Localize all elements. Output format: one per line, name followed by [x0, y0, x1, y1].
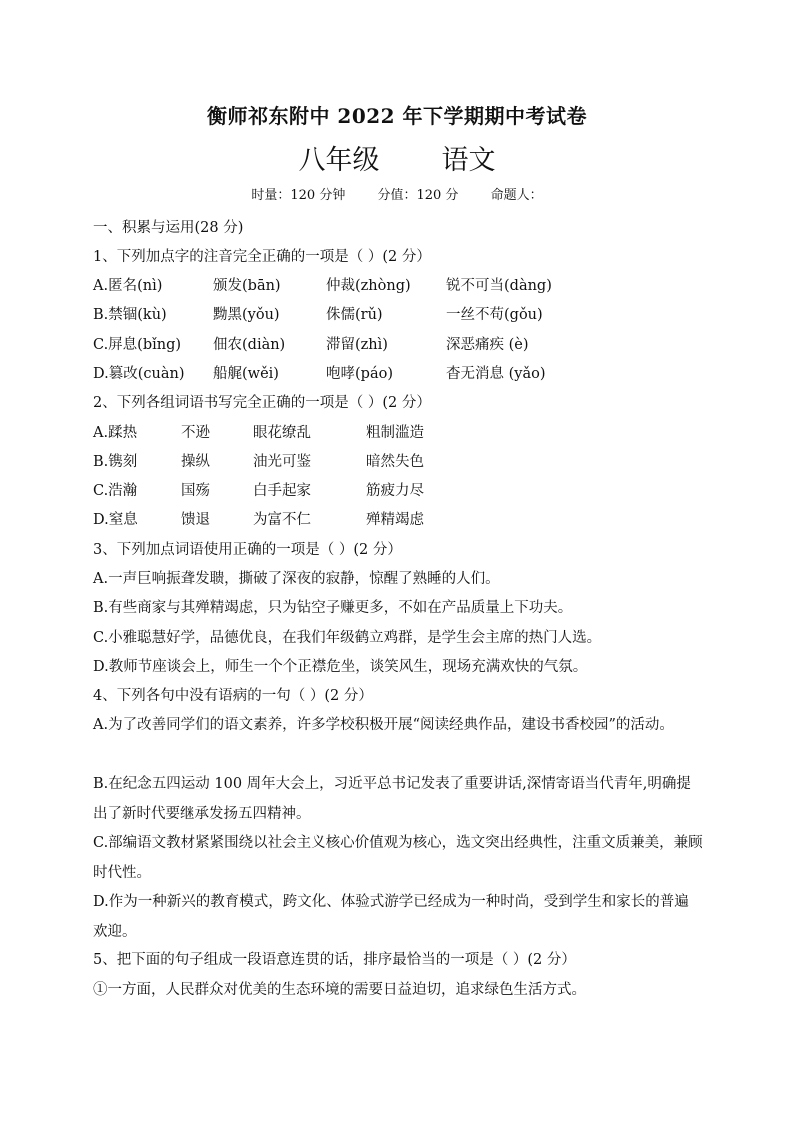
q3-option-a: A.一声巨响振聋发聩，撕破了深夜的寂静，惊醒了熟睡的人们。	[93, 571, 500, 587]
q1-a-3: 仲裁(zhòng)	[326, 278, 411, 294]
q1-d-3: 咆哮(páo)	[326, 366, 393, 382]
q1-b-3: 侏儒(rǔ)	[326, 307, 383, 323]
grade-label: 八年级	[298, 145, 380, 176]
exam-title: 衡师祁东附中 2022 年下学期期中考试卷	[206, 104, 588, 128]
q4-option-a: A.为了改善同学们的语文素养，许多学校积极开展“阅读经典作品，建设书香校园”的活动。	[93, 717, 674, 733]
q4-option-c: C.部编语文教材紧紧围绕以社会主义核心价值观为核心，选文突出经典性，注重文质兼美，兼顾时代性。	[93, 835, 703, 881]
time-limit: 时量：120 分钟	[251, 188, 346, 203]
q3-option-d: D.教师节座谈会上，师生一个个正襟危坐，谈笑风生，现场充满欢快的气氛。	[93, 659, 588, 675]
q1-c-3: 滞留(zhì)	[326, 337, 388, 353]
q4-stem: 4、下列各句中没有语病的一句（ ）(2 分）	[93, 688, 373, 704]
q3-option-b: B.有些商家与其殚精竭虑，只为钻空子赚更多，不如在产品质量上下功夫。	[93, 600, 573, 616]
exam-subtitle	[0, 138, 794, 177]
q1-a-2: 颁发(bān)	[213, 278, 281, 294]
q1-c-4: 深恶痛疾 (è)	[446, 337, 529, 353]
q3-stem: 3、下列加点词语使用正确的一项是（ ）(2 分）	[93, 542, 402, 558]
q1-d-2: 船艉(wěi)	[213, 366, 279, 382]
q2-d-4: 殚精竭虑	[366, 512, 424, 528]
exam-meta	[0, 184, 794, 203]
q2-a-3: 眼花缭乱	[253, 425, 311, 441]
q1-a-1: A.匿名(nì)	[93, 278, 163, 294]
q2-b-2: 操纵	[181, 454, 210, 470]
q3-option-c: C.小雅聪慧好学，品德优良，在我们年级鹤立鸡群，是学生会主席的热门人选。	[93, 630, 602, 646]
q4-option-d: D.作为一种新兴的教育模式，跨文化、体验式游学已经成为一种时尚，受到学生和家长的普遍欢迎。	[93, 894, 689, 940]
section-heading: 一、积累与运用(28 分)	[93, 220, 244, 236]
q2-c-4: 筋疲力尽	[366, 483, 424, 499]
q2-d-2: 馈退	[181, 512, 210, 528]
q2-a-1: A.蹂热	[93, 425, 138, 441]
q5-sentence-1: ①一方面，人民群众对优美的生态环境的需要日益迫切，追求绿色生活方式。	[93, 982, 586, 998]
q1-b-4: 一丝不苟(gǒu)	[446, 307, 543, 323]
q2-c-1: C.浩瀚	[93, 483, 138, 499]
q2-b-4: 暗然失色	[366, 454, 424, 470]
q5-stem: 5、把下面的句子组成一段语意连贯的话，排序最恰当的一项是（ ）(2 分）	[93, 952, 576, 968]
q1-b-1: B.禁锢(kù)	[93, 307, 167, 323]
q1-c-2: 佃农(diàn)	[213, 337, 286, 353]
author-label: 命题人：	[490, 188, 543, 203]
q2-a-4: 粗制滥造	[366, 425, 424, 441]
q2-d-3: 为富不仁	[253, 512, 311, 528]
q2-c-2: 国殇	[181, 483, 210, 499]
q4-option-b: B.在纪念五四运动 100 周年大会上，习近平总书记发表了重要讲话,深情寄语当代青年,明确提出了新时代要继承发扬五四精神。	[93, 776, 691, 822]
q2-c-3: 白手起家	[253, 483, 311, 499]
q1-a-4: 锐不可当(dàng)	[446, 278, 552, 294]
q1-d-1: D.篡改(cuàn)	[93, 366, 185, 382]
subject-label: 语文	[441, 145, 496, 176]
q1-stem: 1、下列加点字的注音完全正确的一项是（ ）(2 分）	[93, 249, 431, 265]
q1-b-2: 黝黑(yǒu)	[213, 307, 280, 323]
q1-c-1: C.屏息(bǐng)	[93, 337, 182, 353]
q2-a-2: 不逊	[181, 425, 210, 441]
total-score: 分值：120 分	[377, 188, 459, 203]
q2-d-1: D.窒息	[93, 512, 138, 528]
q2-b-1: B.镌刻	[93, 454, 138, 470]
q2-b-3: 油光可鉴	[253, 454, 311, 470]
q1-d-4: 杳无消息 (yǎo)	[446, 366, 546, 382]
q2-stem: 2、下列各组词语书写完全正确的一项是（ ）(2 分）	[93, 395, 431, 411]
